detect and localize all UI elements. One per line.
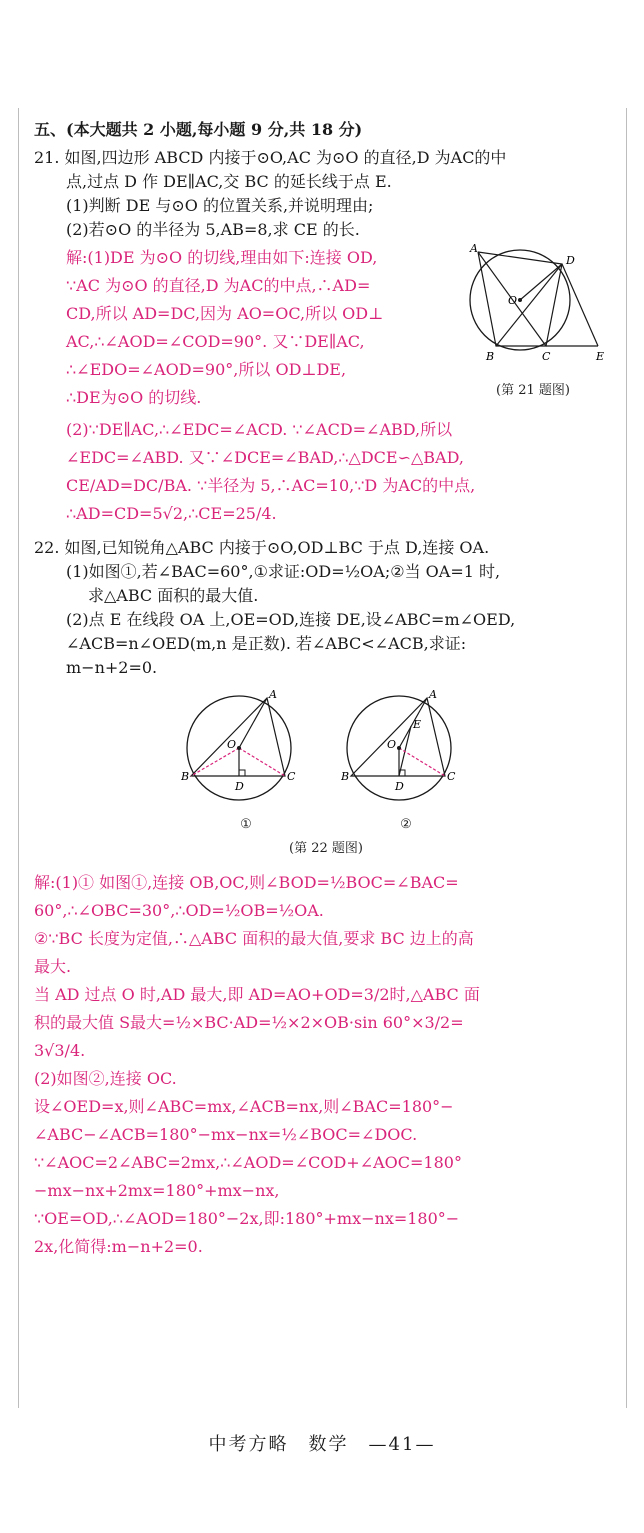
q22-sol-4: 当 AD 过点 O 时,AD 最大,即 AD=AO+OD=3/2时,△ABC 面: [34, 985, 480, 1004]
fig22-1-label-A: A: [269, 688, 277, 701]
fig21-label-O: O: [508, 294, 518, 307]
q21-sol-5: ∴DE为⊙O 的切线.: [66, 388, 202, 407]
q22-sol-0: 解:(1)① 如图①,连接 OB,OC,则∠BOD=½BOC=∠BAC=: [34, 873, 459, 892]
q21-solution-part2: [34, 418, 618, 526]
q21-sol-0: 解:(1)DE 为⊙O 的切线,理由如下:连接 OD,: [66, 248, 378, 267]
q21-sol-2: CD,所以 AD=DC,因为 AO=OC,所以 OD⊥: [66, 304, 384, 323]
fig21-label-C: C: [542, 350, 551, 363]
question-22: [34, 536, 618, 1259]
content: [34, 118, 618, 1263]
figure-22-caption: (第 22 题图): [289, 841, 363, 856]
q21-solution-part1: [34, 242, 442, 414]
q22-sol-11: −mx−nx+2mx=180°+mx−nx,: [34, 1181, 280, 1200]
q22-line-3: (2)点 E 在线段 OA 上,OE=OD,连接 DE,设∠ABC=m∠OED,: [66, 610, 516, 629]
q22-sol-3: 最大.: [34, 957, 72, 976]
q22-line-5: m−n+2=0.: [66, 658, 158, 677]
q21-line-1: 点,过点 D 作 DE∥AC,交 BC 的延长线于点 E.: [66, 172, 392, 191]
q22-line-4: ∠ACB=n∠OED(m,n 是正数). 若∠ABC<∠ACB,求证:: [66, 634, 467, 653]
q22-sol-8: 设∠OED=x,则∠ABC=mx,∠ACB=nx,则∠BAC=180°−: [34, 1097, 454, 1116]
q21-line-0: 21. 如图,四边形 ABCD 内接于⊙O,AC 为⊙O 的直径,D 为AC的中: [34, 148, 507, 167]
left-divider: [18, 108, 19, 1408]
q22-sol-10: ∵∠AOC=2∠ABC=2mx,∴∠AOD=∠COD+∠AOC=180°: [34, 1153, 462, 1172]
figure-22-1-label: ①: [240, 817, 252, 832]
q21-sol-1: ∵AC 为⊙O 的直径,D 为AC的中点,∴AD=: [66, 276, 371, 295]
figure-21-diagram: [448, 242, 618, 372]
q22-solution: [34, 871, 618, 1259]
q21-sol-9: ∴AD=CD=5√2,∴CE=25/4.: [66, 504, 277, 523]
q21-sol-6: (2)∵DE∥AC,∴∠EDC=∠ACD. ∵∠ACD=∠ABD,所以: [66, 420, 453, 439]
fig21-label-B: B: [486, 350, 495, 363]
q21-sol-8: CE/AD=DC/BA. ∵半径为 5,∴AC=10,∵D 为AC的中点,: [66, 476, 476, 495]
fig21-label-D: D: [566, 254, 575, 267]
figure-22: [34, 686, 618, 837]
fig22-1-label-C: C: [287, 770, 296, 783]
figure-22-2-diagram: [341, 686, 471, 806]
figure-22-1-diagram: [181, 686, 311, 806]
figure-21-caption: (第 21 题图): [496, 383, 570, 398]
q22-sol-2: ②∵BC 长度为定值,∴△ABC 面积的最大值,要求 BC 边上的高: [34, 929, 474, 948]
q22-sol-5: 积的最大值 S最大=½×BC·AD=½×2×OB·sin 60°×3/2=: [34, 1013, 464, 1032]
q21-sol-7: ∠EDC=∠ABD. 又∵∠DCE=∠BAD,∴△DCE∽△BAD,: [66, 448, 464, 467]
q21-solution-row: [34, 242, 618, 414]
figure-22-2: [341, 686, 471, 837]
section-title: 五、(本大题共 2 小题,每小题 9 分,共 18 分): [34, 120, 363, 139]
fig22-1-label-O: O: [227, 738, 237, 751]
right-divider: [626, 108, 627, 1408]
figure-22-2-label: ②: [400, 817, 412, 832]
q22-sol-1: 60°,∴∠OBC=30°,∴OD=½OB=½OA.: [34, 901, 324, 920]
q22-line-0: 22. 如图,已知锐角△ABC 内接于⊙O,OD⊥BC 于点 D,连接 OA.: [34, 538, 490, 557]
fig22-2-label-D: D: [395, 780, 404, 793]
figure-21: [448, 242, 618, 414]
q22-sol-6: 3√3/4.: [34, 1041, 86, 1060]
fig22-2-label-O: O: [387, 738, 397, 751]
question-21: [34, 146, 618, 526]
q22-sol-7: (2)如图②,连接 OC.: [34, 1069, 177, 1088]
fig22-2-label-E: E: [413, 718, 422, 731]
q21-sol-4: ∴∠EDO=∠AOD=90°,所以 OD⊥DE,: [66, 360, 347, 379]
q22-sol-9: ∠ABC−∠ACB=180°−mx−nx=½∠BOC=∠DOC.: [34, 1125, 418, 1144]
q22-line-1: (1)如图①,若∠BAC=60°,①求证:OD=½OA;②当 OA=1 时,: [66, 562, 501, 581]
figure-22-1: [181, 686, 311, 837]
fig21-label-E: E: [596, 350, 605, 363]
fig22-2-label-C: C: [447, 770, 456, 783]
q21-sol-3: AC,∴∠AOD=∠COD=90°. 又∵DE∥AC,: [66, 332, 365, 351]
fig22-1-label-B: B: [181, 770, 190, 783]
fig22-2-label-A: A: [429, 688, 437, 701]
fig21-label-A: A: [470, 242, 478, 255]
q21-line-2: (1)判断 DE 与⊙O 的位置关系,并说明理由;: [66, 196, 374, 215]
q22-sol-13: 2x,化简得:m−n+2=0.: [34, 1237, 203, 1256]
q22-sol-12: ∵OE=OD,∴∠AOD=180°−2x,即:180°+mx−nx=180°−: [34, 1209, 460, 1228]
q21-line-3: (2)若⊙O 的半径为 5,AB=8,求 CE 的长.: [66, 220, 360, 239]
fig22-2-label-B: B: [341, 770, 350, 783]
page-footer: 中考方略 数学 —41—: [208, 1434, 436, 1455]
q22-line-2: 求△ABC 面积的最大值.: [88, 586, 259, 605]
fig22-1-label-D: D: [235, 780, 244, 793]
